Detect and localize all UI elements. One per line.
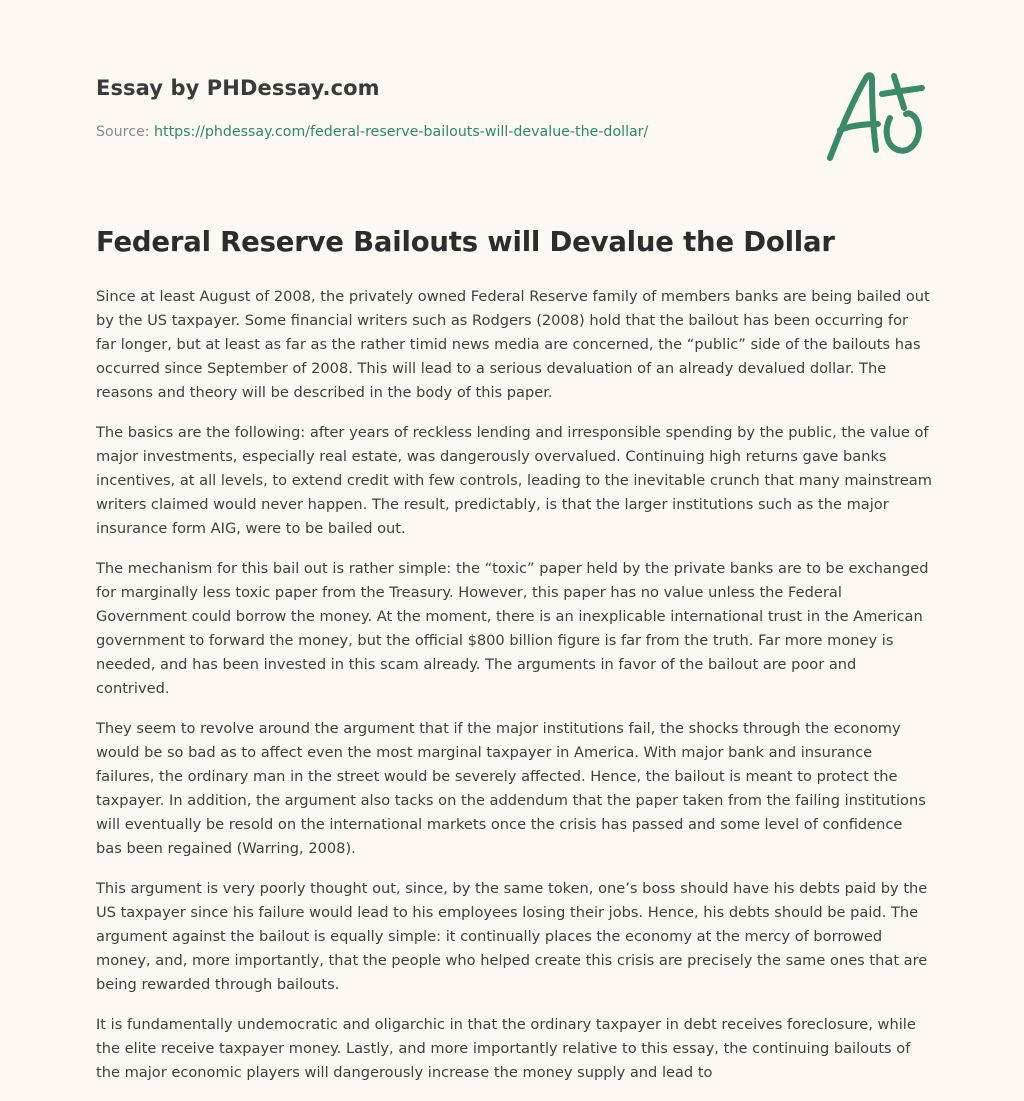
source-line <box>96 124 648 140</box>
source-label: Source: <box>96 124 150 140</box>
essay-paragraph: The mechanism for this bail out is rather simple: the “toxic” paper held by the private banks are to be exchanged for marginally less toxic paper from the Treasury. However, this paper has no value unless the Federal Government could borrow the money. At the moment, there is an inexplicable international trust in the American government to forward the money, but the official $800 billion figure is far from the truth. Far more money is needed, and has been invested in this scam already. The arguments in favor of the bailout are poor and contrived. <box>96 560 929 697</box>
essay-paragraph: They seem to revolve around the argument that if the major institutions fail, the shocks through the economy would be so bad as to affect even the most marginal taxpayer in America. With major bank and insurance failures, the ordinary man in the street would be severely affected. Hence, the bailout is meant to protect the taxpayer. In addition, the argument also tacks on the addendum that the paper taken from the failing institutions will eventually be resold on the international markets once the crisis has passed and some level of confidence bas been regained (Warring, 2008). <box>96 720 926 857</box>
essay-paragraph: The basics are the following: after years of reckless lending and irresponsible spending by the public, the value of major investments, especially real estate, was dangerously overvalued. Continuing high returns gave banks incentives, at all levels, to extend credit with few controls, leading to the inevitable crunch that many mainstream writers claimed would never happen. The result, predictably, is that the larger institutions such as the major insurance form AIG, were to be bailed out. <box>96 424 932 537</box>
site-title: Essay by PHDessay.com <box>96 76 380 100</box>
essay-paragraph: It is fundamentally undemocratic and oligarchic in that the ordinary taxpayer in debt receives foreclosure, while the elite receive taxpayer money. Lastly, and more importantly relative to this essay, the continuing bailouts of the major economic players will dangerously increase the money supply and lead to <box>96 1016 916 1081</box>
source-link[interactable]: https://phdessay.com/federal-reserve-bailouts-will-devalue-the-dollar/ <box>154 124 649 140</box>
essay-body <box>96 285 932 1101</box>
essay-title: Federal Reserve Bailouts will Devalue the Dollar <box>96 226 835 258</box>
essay-paragraph: Since at least August of 2008, the privately owned Federal Reserve family of members banks are being bailed out by the US taxpayer. Some financial writers such as Rodgers (2008) hold that the bailout has been occurring for far longer, but at least as far as the rather timid news media are concerned, the “public” side of the bailouts has occurred since September of 2008. This will lead to a serious devaluation of an already devalued dollar. The reasons and theory will be described in the body of this paper. <box>96 288 930 401</box>
essay-paragraph: This argument is very poorly thought out, since, by the same token, one’s boss should have his debts paid by the US taxpayer since his failure would lead to his employees losing their jobs. Hence, his debts should be paid. The argument against the bailout is equally simple: it continually places the economy at the mercy of borrowed money, and, more importantly, that the people who helped create this crisis are precisely the same ones that are being rewarded through bailouts. <box>96 880 928 993</box>
a-plus-logo <box>818 66 930 166</box>
